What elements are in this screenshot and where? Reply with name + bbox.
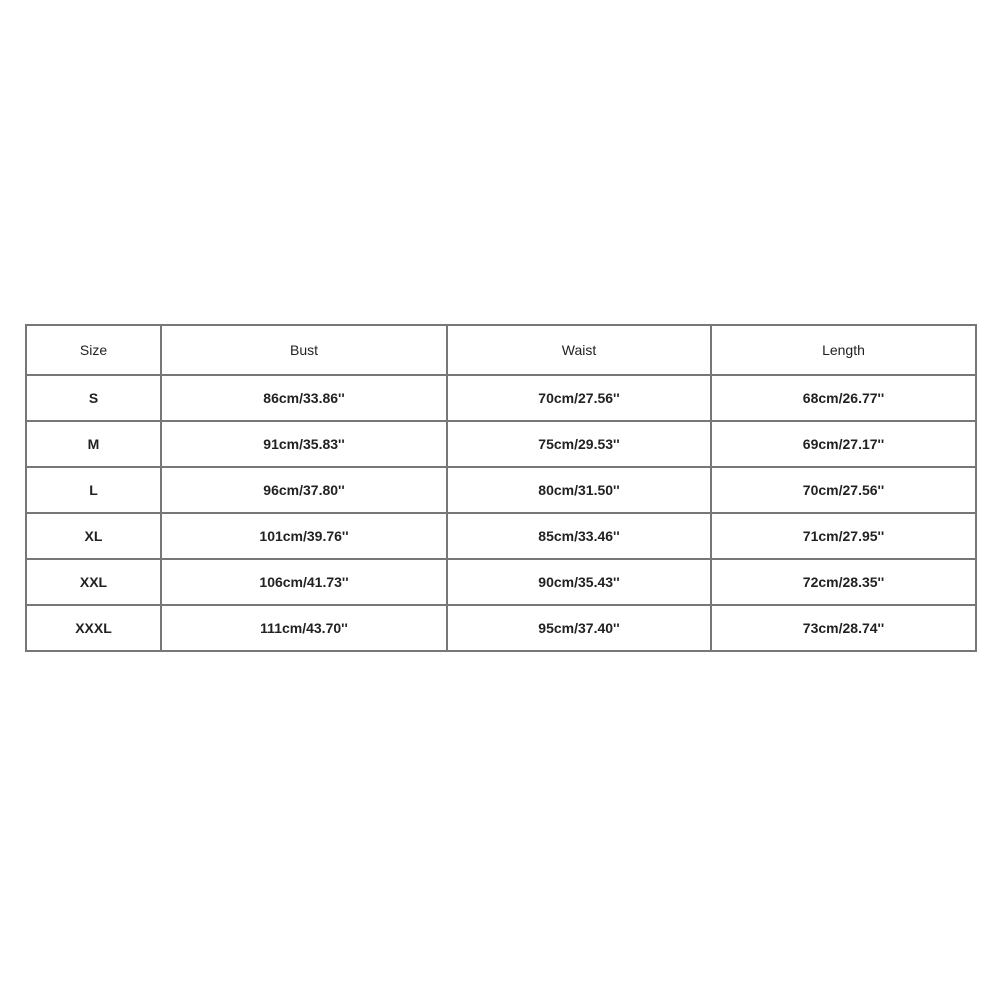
size-cell: L <box>26 467 161 513</box>
waist-cell: 70cm/27.56'' <box>447 375 711 421</box>
table-row <box>26 513 976 559</box>
length-cell: 68cm/26.77'' <box>711 375 976 421</box>
size-cell: XXXL <box>26 605 161 651</box>
table-row <box>26 467 976 513</box>
bust-cell: 86cm/33.86'' <box>161 375 447 421</box>
length-cell: 69cm/27.17'' <box>711 421 976 467</box>
table-header <box>26 325 976 375</box>
waist-cell: 95cm/37.40'' <box>447 605 711 651</box>
header-bust: Bust <box>161 325 447 375</box>
table-row <box>26 375 976 421</box>
length-cell: 72cm/28.35'' <box>711 559 976 605</box>
table-row <box>26 559 976 605</box>
bust-cell: 106cm/41.73'' <box>161 559 447 605</box>
waist-cell: 90cm/35.43'' <box>447 559 711 605</box>
size-chart-table <box>25 324 977 652</box>
header-length: Length <box>711 325 976 375</box>
bust-cell: 111cm/43.70'' <box>161 605 447 651</box>
waist-cell: 85cm/33.46'' <box>447 513 711 559</box>
size-cell: M <box>26 421 161 467</box>
header-waist: Waist <box>447 325 711 375</box>
bust-cell: 96cm/37.80'' <box>161 467 447 513</box>
length-cell: 70cm/27.56'' <box>711 467 976 513</box>
length-cell: 73cm/28.74'' <box>711 605 976 651</box>
size-cell: XXL <box>26 559 161 605</box>
header-row <box>26 325 976 375</box>
bust-cell: 91cm/35.83'' <box>161 421 447 467</box>
waist-cell: 75cm/29.53'' <box>447 421 711 467</box>
bust-cell: 101cm/39.76'' <box>161 513 447 559</box>
table-row <box>26 605 976 651</box>
length-cell: 71cm/27.95'' <box>711 513 976 559</box>
waist-cell: 80cm/31.50'' <box>447 467 711 513</box>
table-body <box>26 375 976 651</box>
size-cell: XL <box>26 513 161 559</box>
header-size: Size <box>26 325 161 375</box>
size-cell: S <box>26 375 161 421</box>
table-row <box>26 421 976 467</box>
